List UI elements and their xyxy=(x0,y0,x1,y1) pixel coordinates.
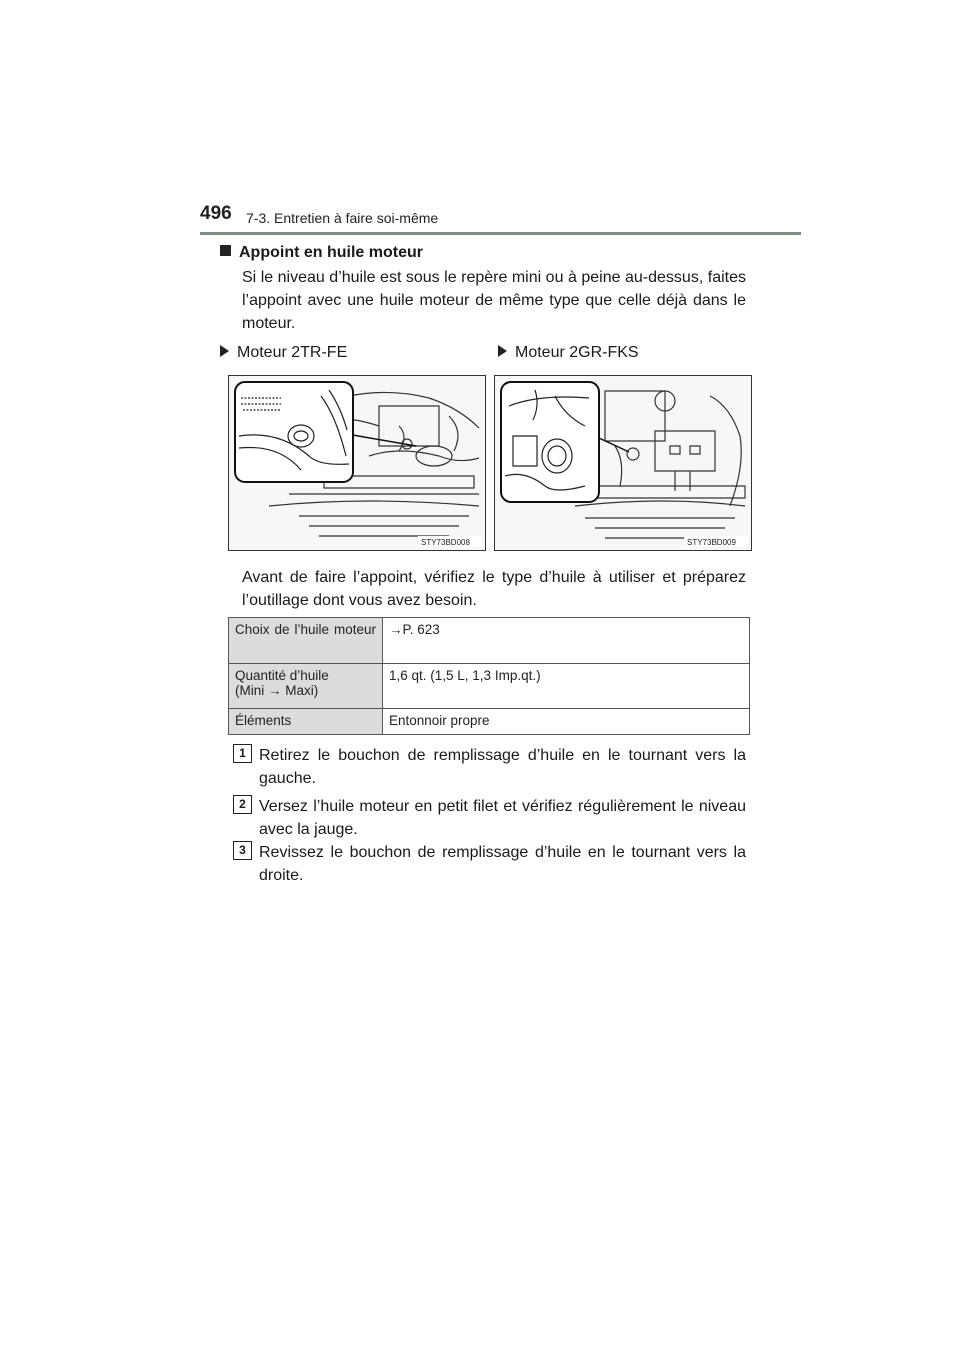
image-code-2gr: STY73BD009 xyxy=(687,538,736,547)
table-value-cell: 1,6 qt. (1,5 L, 1,3 Imp.qt.) xyxy=(383,664,750,709)
triangle-bullet-icon xyxy=(498,345,507,357)
chapter-title: 7-3. Entretien à faire soi-même xyxy=(246,210,439,226)
engine-label-2gr: Moteur 2GR-FKS xyxy=(498,344,639,362)
preparation-paragraph: Avant de faire l’appoint, vérifiez le type d’huile à utiliser et préparez l’outillage dont vous avez besoin. xyxy=(242,569,746,609)
engine-label-2tr: Moteur 2TR-FE xyxy=(220,344,347,362)
step-number-badge: 2 xyxy=(233,795,252,814)
intro-paragraph: Si le niveau d’huile est sous le repère mini ou à peine au-dessus, faites l’appoint avec une huile moteur de même type que celle déjà dans le moteur. xyxy=(242,269,746,332)
step-number-badge: 3 xyxy=(233,841,252,860)
table-value-cell: →P. 623 xyxy=(383,618,750,664)
section-title: Appoint en huile moteur xyxy=(239,244,423,261)
engine-2tr-drawing xyxy=(229,376,485,550)
engine-illustration-2gr xyxy=(494,375,752,551)
engine-2gr-drawing xyxy=(495,376,751,550)
square-bullet-icon xyxy=(220,245,231,256)
table-value-cell: Entonnoir propre xyxy=(383,709,750,735)
table-row xyxy=(229,664,750,709)
table-key-cell: Quantité d’huile (Mini → Maxi) xyxy=(229,664,383,709)
header-divider xyxy=(200,232,801,235)
requirements-table xyxy=(228,617,750,735)
step-number-badge: 1 xyxy=(233,744,252,763)
section-heading xyxy=(220,244,423,262)
table-row xyxy=(229,618,750,664)
step-text: Versez l’huile moteur en petit filet et vérifiez régulièrement le niveau avec la jauge. xyxy=(259,798,746,838)
triangle-bullet-icon xyxy=(220,345,229,357)
step-text: Revissez le bouchon de remplissage d’huile en le tournant vers la droite. xyxy=(259,844,746,884)
image-code-2tr: STY73BD008 xyxy=(421,538,470,547)
step-text: Retirez le bouchon de remplissage d’huile en le tournant vers la gauche. xyxy=(259,747,746,787)
table-key-cell: Éléments xyxy=(229,709,383,735)
page-number: 496 xyxy=(200,203,232,224)
table-key-cell: Choix de l’huile moteur xyxy=(229,618,383,664)
table-row xyxy=(229,709,750,735)
engine-illustration-2tr xyxy=(228,375,486,551)
